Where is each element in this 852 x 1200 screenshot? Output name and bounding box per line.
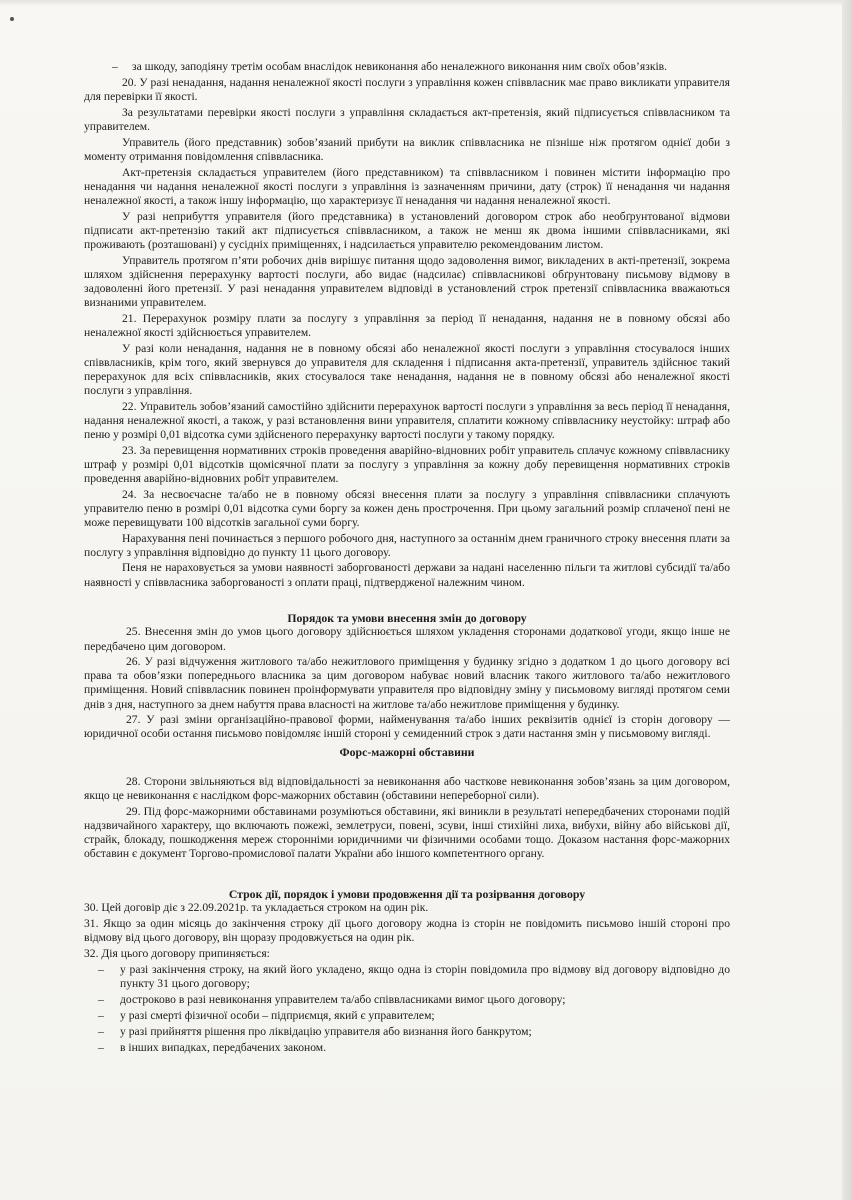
dash-mark: –	[112, 60, 118, 73]
section-heading-term: Строк дії, порядок і умови продовження дії та розірвання договору	[228, 887, 586, 902]
document-body	[84, 60, 730, 1057]
paragraph: Управитель (його представник) зобов’язаний прибути на виклик співвласника не пізніше ніж протягом однієї доби з моменту отримання повідомлення співвласника.	[84, 135, 730, 163]
list-item-text: у разі смерті фізичної особи – підприємця, який є управителем;	[120, 1009, 435, 1023]
list-item	[84, 1025, 730, 1039]
paragraph: 25. Внесення змін до умов цього договору здійснюється шляхом укладення сторонами додаткової угоди, якщо інше не передбачено цим договором.	[84, 625, 730, 653]
paragraph: 30. Цей договір діє з 22.09.2021р. та укладається строком на один рік.	[84, 901, 429, 915]
page-top-edge	[0, 0, 852, 6]
paragraph: Управитель протягом п’яти робочих днів вирішує питання щодо задоволення вимог, викладених в акті-претензії, зокрема шляхом здійснення перерахунку вартості послуги, або видає (надсилає) співвласникові обґрунтовану письмову відмову в задоволенні його претензії. У разі ненадання управителем відповіді в установлений строк претензії співвласника вважаються визнаними управителем.	[84, 253, 730, 309]
paragraph: 28. Сторони звільняються від відповідальності за невиконання або часткове невиконання зобов’язань за цим договором, якщо це невиконання є наслідком форс-мажорних обставин (обставини непереборної сили).	[84, 775, 730, 803]
dash-mark: –	[98, 962, 104, 976]
list-item-text: в інших випадках, передбачених законом.	[120, 1041, 327, 1055]
termination-list	[84, 963, 730, 1056]
list-item	[84, 1041, 730, 1055]
dash-mark: –	[98, 992, 104, 1006]
paragraph: 24. За несвоєчасне та/або не в повному обсязі внесення плати за послугу з управління співвласники сплачують управителю пеню в розмірі 0,01 відсотка суми боргу за кожен день прострочення. При цьому загальний розмір сплаченої пені не може перевищувати 100 відсотків загальної суми боргу.	[84, 487, 730, 529]
paragraph: Акт-претензія складається управителем (його представником) та співвласником і повинен містити інформацію про ненадання чи надання неналежної якості послуги з управління із зазначенням причини, дату (строк) її ненадання чи надання неналежної якості, а також іншу інформацію, що характеризує її ненадання чи надання неналежної якості.	[84, 165, 730, 207]
dash-mark: –	[98, 1009, 104, 1023]
paragraph: 31. Якщо за один місяць до закінчення строку дії цього договору жодна із сторін не повідомить письмово іншій стороні про відмову від цього договору, він щоразу продовжується на один рік.	[84, 917, 730, 945]
paragraph: 26. У разі відчуження житлового та/або нежитлового приміщення у будинку згідно з додатком 1 до цього договору всі права та обов’язки попереднього власника за цим договором набуває новий власник такого житлового та/або нежитлового приміщення. Новий співвласник повинен проінформувати управителя про відповідну зміну у письмовому вигляді протягом семи днів з дня, наступного за днем набуття права власності на житлове та/або нежитлове приміщення у будинку.	[84, 655, 730, 711]
list-item	[84, 1009, 730, 1023]
section-force-majeure	[84, 775, 730, 861]
dash-mark: –	[98, 1025, 104, 1039]
list-item-top	[84, 60, 730, 74]
paragraph: 32. Дія цього договору припиняється:	[84, 947, 270, 960]
list-item	[84, 993, 730, 1007]
paragraph: За результатами перевірки якості послуги з управління складається акт-претензія, який підписується співвласником та управителем.	[84, 105, 730, 134]
section-heading-force-majeure: Форс-мажорні обставини	[339, 745, 475, 760]
section-liability	[84, 76, 730, 590]
section-amendments	[84, 625, 730, 741]
paragraph: Пеня не нараховується за умови наявності заборгованості держави за надані населенню пільги та житлові субсидії та/або наявності у співвласника заборгованості з оплати праці, підтвердженої належним чином.	[84, 561, 730, 589]
paragraph: 27. У разі зміни організаційно-правової форми, найменування та/або інших реквізитів однієї із сторін договору — юридичної особи остання письмово повідомляє іншій стороні у семиденний строк з дати настання змін у письмовому вигляді.	[84, 713, 730, 741]
page-right-edge	[842, 0, 852, 1200]
paragraph: 21. Перерахунок розміру плати за послугу з управління за період її ненадання, надання не в повному обсязі або неналежної якості здійснюється управителем.	[84, 311, 730, 339]
section-heading-amendments: Порядок та умови внесення змін до договору	[287, 611, 527, 626]
scan-speck	[10, 17, 14, 21]
list-item-text: за шкоду, заподіяну третім особам внаслідок невиконання або неналежного виконання ним своїх обов’язків.	[132, 60, 668, 73]
paragraph: 22. Управитель зобов’язаний самостійно здійснити перерахунок вартості послуги з управління за весь період її ненадання, надання неналежної якості, а також, у разі встановлення вини управителя, сплатити кожному співвласнику неустойку: штраф або пеню у розмірі 0,01 відсотка суми здійсненого перерахунку вартості послуги у такому порядку.	[84, 399, 730, 441]
section-term	[84, 901, 730, 961]
list-item-text: у разі прийняття рішення про ліквідацію управителя або визнання його банкрутом;	[120, 1025, 532, 1039]
list-item	[84, 963, 730, 991]
paragraph: 20. У разі ненадання, надання неналежної якості послуги з управління кожен співвласник має право викликати управителя для перевірки її якості.	[84, 76, 730, 104]
dash-mark: –	[98, 1041, 104, 1055]
list-item-text: достроково в разі невиконання управителем та/або співвласниками вимог цього договору;	[120, 992, 566, 1006]
paragraph: 23. За перевищення нормативних строків проведення аварійно-відновних робіт управитель сплачує кожному співвласнику штраф у розмірі 0,01 відсотків щомісячної плати за послугу з управління за кожну добу перевищення нормативних строків проведення аварійно-відновних робіт управителем.	[84, 443, 730, 485]
list-item-text: у разі закінчення строку, на який його укладено, якщо одна із сторін повідомила про відмову від договору відповідно до пункту 31 цього договору;	[120, 962, 730, 990]
paragraph: У разі неприбуття управителя (його представника) в установлений договором строк або необґрунтованої відмови підписати акт-претензію такий акт підписується співвласником, а також не менш як двома іншими співвласниками, які проживають (розташовані) у сусідніх приміщеннях, і надсилається управителю рекомендованим листом.	[84, 209, 730, 251]
paragraph: Нарахування пені починається з першого робочого дня, наступного за останнім днем граничного строку внесення плати за послугу з управління відповідно до пункту 11 цього договору.	[84, 531, 730, 559]
paragraph: 29. Під форс-мажорними обставинами розуміються обставини, які виникли в результаті непередбачених сторонами подій надзвичайного характеру, що включають пожежі, землетруси, повені, зсуви, інші стихійні лиха, вибухи, війну або військові дії, страйк, блокаду, пошкодження мереж сторонніми юридичними чи фізичними особами тощо. Доказом настання форс-мажорних обставин є документ Торгово-промислової палати України або іншого компетентного органу.	[84, 805, 730, 861]
paragraph: У разі коли ненадання, надання не в повному обсязі або неналежної якості послуги з управління стосувалося інших співвласників, крім того, який звернувся до управителя для складення і підписання акта-претензії, управитель здійснює такий перерахунок для всіх співвласників, яких стосувалося таке ненадання, надання не в повному обсязі або неналежної якості послуги з управління.	[84, 341, 730, 397]
